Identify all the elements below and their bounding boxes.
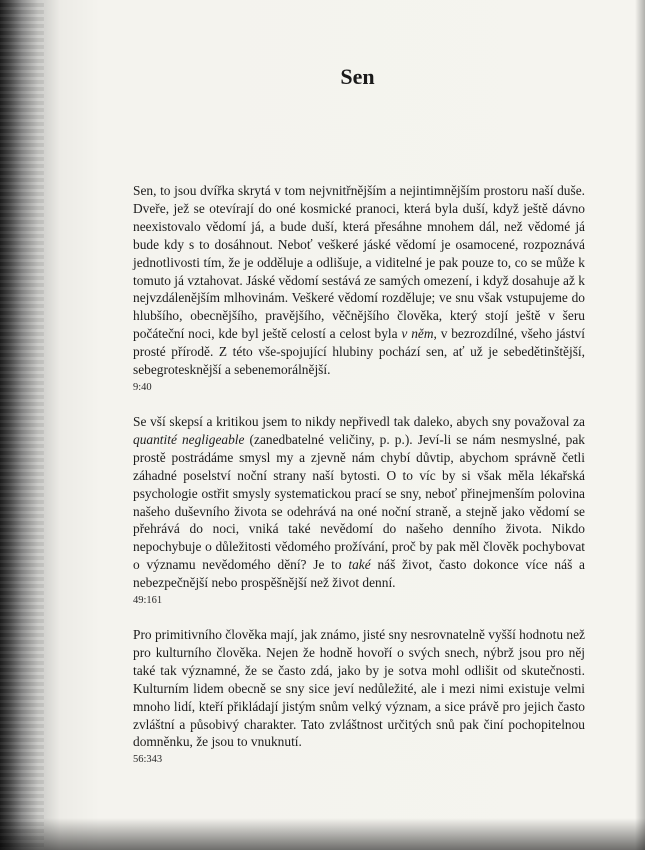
- text-run: , v bezrozdílné, všeho jáství prosté přírodě. Z této vše-spojující hlubiny pochází sen, ať už je sebedětinštější, sebegrotesknější a sebenemorálnější.: [133, 326, 585, 378]
- text-body: [133, 182, 585, 785]
- italic-phrase: v něm: [401, 326, 434, 342]
- text-run: Se vší skepsí a kritikou jsem to nikdy nepřivedl tak daleko, abych sny považoval za: [133, 413, 585, 429]
- passage-paragraph: [133, 413, 585, 592]
- passage-paragraph: [133, 626, 585, 751]
- book-gutter: [0, 0, 44, 850]
- scan-bottom-shadow: [0, 818, 645, 850]
- text-run: Sen, to jsou dvířka skrytá v tom nejvnitřnějším a nejintimnějším prostoru naší duše. Dveře, jež se otevírají do oné kosmické pranoci, která byla duší, když ještě dávno neexistovalo vědomí já, a bude duší, která přesáhne mnohem dál, než vědomé já bude kdy s to dosáhnout. Neboť veškeré jáské vědomí je osamocené, rozpoznává jednotlivosti tím, že je odděluje a odlišuje, a viditelné je pak pouze to, co se může k tomuto já vztahovat. Jáské vědomí sestává ze samých omezení, i když dosahuje až k nejvzdálenějším mlhovinám. Veškeré vědomí rozděluje; ve snu však vstupujeme do hlubšího, obecnějšího, pravějšího, věčnějšího člověka, který stojí ještě v šeru počáteční noci, kde byl ještě celostí a celost byla: [133, 183, 585, 342]
- italic-phrase: také: [348, 557, 371, 573]
- passage-reference: 49:161: [133, 595, 163, 607]
- passage-paragraph: [133, 182, 585, 379]
- text-run: Pro primitivního člověka mají, jak známo, jisté sny nesrovnatelně vyšší hodnotu než pro kulturního člověka. Nejen že hodně hovoří o svých snech, nýbrž jsou pro něj také tak významné, že se často zdá, jako by je sotva mohl odlišit od skutečnosti. Kulturním lidem obecně se sny sice jeví nedůležité, ale i mezi nimi existuje velmi mnoho lidí, kteří přikládají jistým snům velký význam, a sice právě pro jejich často zvláštní a působivý charakter. Tato zvláštnost určitých snů pak činí pochopitelnou domněnku, že jsou to vnuknutí.: [133, 627, 585, 750]
- text-run: náš život, často dokonce více náš a nebezpečnější nebo prospěšnější než život denní.: [133, 557, 585, 591]
- passage-reference: 9:40: [133, 381, 152, 393]
- page-edge-shadow: [635, 0, 645, 850]
- passage-reference: 56:343: [133, 754, 163, 766]
- text-run: (zanedbatelné veličiny, p. p.). Jeví-li se nám nesmyslné, pak prostě postrádáme smysl my a zjevně nám chybí důvtip, abychom správně četli záhadné poselství noční strany naší bytosti. O to víc by si však měla lékařská psychologie ostřit smysly systematickou prací se sny, neboť přinejmenším polovina našeho duševního života se odehrává na oné noční straně, a stejně jako vědomí se přehrává do noci, vniká také nevědomí do našeho denního života. Nikdo nepochybuje o důležitosti vědomého prožívání, proč by pak měl člověk pochybovat o významu nevědomého dění? Je to: [133, 431, 585, 573]
- italic-phrase: quantité negligeable: [133, 431, 245, 447]
- page-title: Sen: [340, 64, 375, 89]
